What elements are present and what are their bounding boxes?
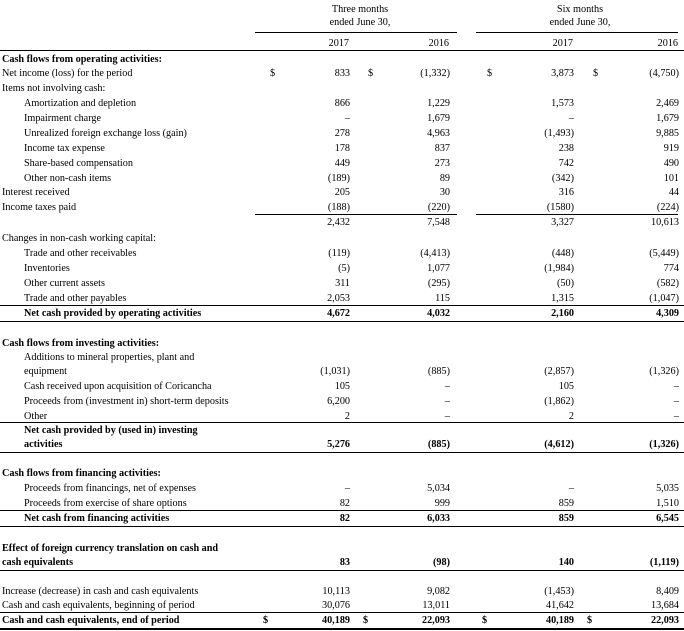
rule-op-bot [0,321,684,322]
row-value: 6,545 [656,513,679,524]
row-value: 5,276 [327,439,350,450]
row-label: activities [24,439,63,450]
row-value: 82 [339,513,350,524]
rule-end-top [0,612,684,613]
row-value: (1,047) [649,293,679,304]
row-label: Net cash provided by operating activities [24,308,202,319]
row-value: – [344,113,350,124]
row-value: (1,326) [649,439,679,450]
row-value: 1,229 [427,98,450,109]
row-value: 3,873 [551,68,574,79]
row-value: 7,548 [427,217,450,228]
row-value: 2,053 [327,293,350,304]
row-label: Unrealized foreign exchange loss (gain) [24,128,187,139]
row-value: (342) [551,173,574,184]
row-value: – [673,396,679,407]
row-label: Interest received [2,187,70,198]
row-value: 4,032 [427,308,450,319]
dollar-sign: $ [270,68,276,79]
row-value: 1,077 [427,263,450,274]
row-value: 115 [435,293,450,304]
row-value: (1,332) [420,68,450,79]
row-value: (119) [328,248,350,259]
row-label: Trade and other payables [24,293,127,304]
row-value: 859 [558,498,574,509]
row-value: 83 [339,557,350,568]
year-2017-a: 2017 [328,38,349,49]
rule-sub-a [255,214,457,215]
row-value: 2,160 [551,308,574,319]
row-label: Other non-cash items [24,173,112,184]
row-label: Net cash from financing activities [24,513,170,524]
row-label: Cash received upon acquisition of Coricancha [24,381,212,392]
row-value: 866 [334,98,350,109]
row-value: 273 [434,158,450,169]
row-value: 859 [558,513,574,524]
dollar-sign: $ [482,615,488,626]
row-value: 4,309 [656,308,679,319]
row-value: (5,449) [649,248,679,259]
row-value: (1580) [546,202,574,213]
row-value: (5) [338,263,350,274]
row-value: 205 [334,187,350,198]
row-label: Proceeds from exercise of share options [24,498,187,509]
row-value: (1,453) [544,586,574,597]
row-value: (188) [327,202,350,213]
row-value: 833 [334,68,350,79]
rule-end-bot [0,628,684,630]
row-label: cash equivalents [2,557,74,568]
row-value: 178 [334,143,350,154]
row-value: (1,326) [649,366,679,377]
rule-fin-top [0,510,684,511]
row-value: 105 [334,381,350,392]
row-value: – [444,381,450,392]
row-value: 3,327 [551,217,574,228]
row-value: (189) [327,173,350,184]
row-label: Amortization and depletion [24,98,137,109]
row-value: 2,469 [656,98,679,109]
row-label: Trade and other receivables [24,248,137,259]
row-value: (4,612) [544,439,574,450]
row-value: 89 [439,173,450,184]
row-value: 238 [558,143,574,154]
year-2017-b: 2017 [552,38,573,49]
row-value: 1,679 [427,113,450,124]
row-value: 6,200 [327,396,350,407]
row-value: 774 [663,263,679,274]
row-value: 140 [558,557,574,568]
row-value: 9,082 [427,586,450,597]
dollar-sign: $ [263,615,269,626]
row-value: – [568,113,574,124]
row-value: 13,011 [422,600,450,611]
row-value: (1,493) [544,128,574,139]
row-value: 22,093 [421,615,450,626]
row-label: Effect of foreign currency translation on cash and [2,543,219,554]
rule-fin-bot [0,526,684,527]
row-value: 105 [558,381,574,392]
rule-inv-bot [0,452,684,453]
row-value: (885) [427,439,450,450]
header-three-months [300,3,420,29]
row-value: 5,035 [656,483,679,494]
header-rule-six [476,32,678,33]
row-label: Items not involving cash: [2,83,106,94]
row-value: 2,432 [327,217,350,228]
row-value: 101 [663,173,679,184]
row-label: Increase (decrease) in cash and cash equivalents [2,586,199,597]
row-value: 4,963 [427,128,450,139]
row-value: – [444,396,450,407]
row-label: Income taxes paid [2,202,77,213]
row-value: 1,573 [551,98,574,109]
row-label: Share-based compensation [24,158,133,169]
row-label: Other current assets [24,278,105,289]
row-value: 316 [558,187,574,198]
row-label: equipment [24,366,68,377]
row-label: Cash and cash equivalents, beginning of period [2,600,195,611]
year-2016-b: 2016 [657,38,678,49]
row-value: 22,093 [650,615,679,626]
row-value: 6,033 [427,513,450,524]
row-value: 1,315 [551,293,574,304]
row-label: Proceeds from (investment in) short-term deposits [24,396,229,407]
row-value: (448) [551,248,574,259]
row-value: (2,857) [544,366,574,377]
row-value: 2 [344,411,350,422]
row-label: Impairment charge [24,113,102,124]
row-value: (224) [656,202,679,213]
header-three-months-line2: ended June 30, [329,17,391,28]
row-value: 1,510 [656,498,679,509]
row-label: Cash flows from operating activities: [2,54,162,65]
dollar-sign: $ [593,68,599,79]
row-value: 278 [334,128,350,139]
row-value: 82 [339,498,350,509]
row-value: (4,413) [420,248,450,259]
row-label: Changes in non-cash working capital: [2,233,156,244]
row-value: 13,684 [650,600,679,611]
row-value: 10,113 [322,586,350,597]
row-value: (1,031) [320,366,350,377]
row-value: (50) [557,278,574,289]
year-2016-a: 2016 [428,38,449,49]
dollar-sign: $ [587,615,593,626]
row-value: 311 [335,278,350,289]
row-value: 742 [558,158,574,169]
row-label: Other [24,411,48,422]
row-value: 40,189 [545,615,574,626]
row-value: – [344,483,350,494]
row-label: Net cash provided by (used in) investing [24,425,198,436]
row-label: Inventories [24,263,70,274]
row-value: – [568,483,574,494]
header-six-months-line2: ended June 30, [549,17,611,28]
row-value: 10,613 [650,217,679,228]
dollar-sign: $ [487,68,493,79]
header-rule-three [255,32,457,33]
row-value: 41,642 [545,600,574,611]
row-value: (1,862) [544,396,574,407]
header-three-months-line1: Three months [331,4,389,15]
row-label: Cash and cash equivalents, end of period [2,615,180,626]
header-bottom-rule [0,50,684,51]
rule-fx-bot [0,570,684,571]
row-label: Cash flows from financing activities: [2,468,161,479]
row-value: 999 [434,498,450,509]
row-value: 4,672 [327,308,350,319]
row-value: 449 [334,158,350,169]
row-value: 490 [663,158,679,169]
row-value: (885) [427,366,450,377]
row-value: 44 [668,187,679,198]
row-value: (4,750) [649,68,679,79]
header-six-months [520,3,640,29]
row-value: (582) [656,278,679,289]
row-value: – [444,411,450,422]
rule-inv-top [0,422,684,423]
row-value: 919 [663,143,679,154]
row-value: (220) [427,202,450,213]
row-value: (1,984) [544,263,574,274]
dollar-sign: $ [363,615,369,626]
row-label: Net income (loss) for the period [2,68,133,79]
row-label: Additions to mineral properties, plant and [24,352,195,363]
row-value: (1,119) [649,557,679,568]
row-value: 2 [568,411,574,422]
row-value: 1,679 [656,113,679,124]
row-value: 5,034 [427,483,450,494]
row-value: (98) [433,557,450,568]
row-label: Proceeds from financings, net of expenses [24,483,197,494]
row-value: (295) [427,278,450,289]
row-value: 8,409 [656,586,679,597]
header-six-months-line1: Six months [556,4,604,15]
row-value: 30 [439,187,450,198]
row-value: 837 [434,143,450,154]
dollar-sign: $ [368,68,374,79]
row-value: 40,189 [321,615,350,626]
row-label: Cash flows from investing activities: [2,338,160,349]
row-value: – [673,411,679,422]
row-value: 9,885 [656,128,679,139]
row-label: Income tax expense [24,143,105,154]
row-value: – [673,381,679,392]
rule-op-top [0,305,684,306]
row-value: 30,076 [321,600,350,611]
rule-sub-b [476,214,678,215]
